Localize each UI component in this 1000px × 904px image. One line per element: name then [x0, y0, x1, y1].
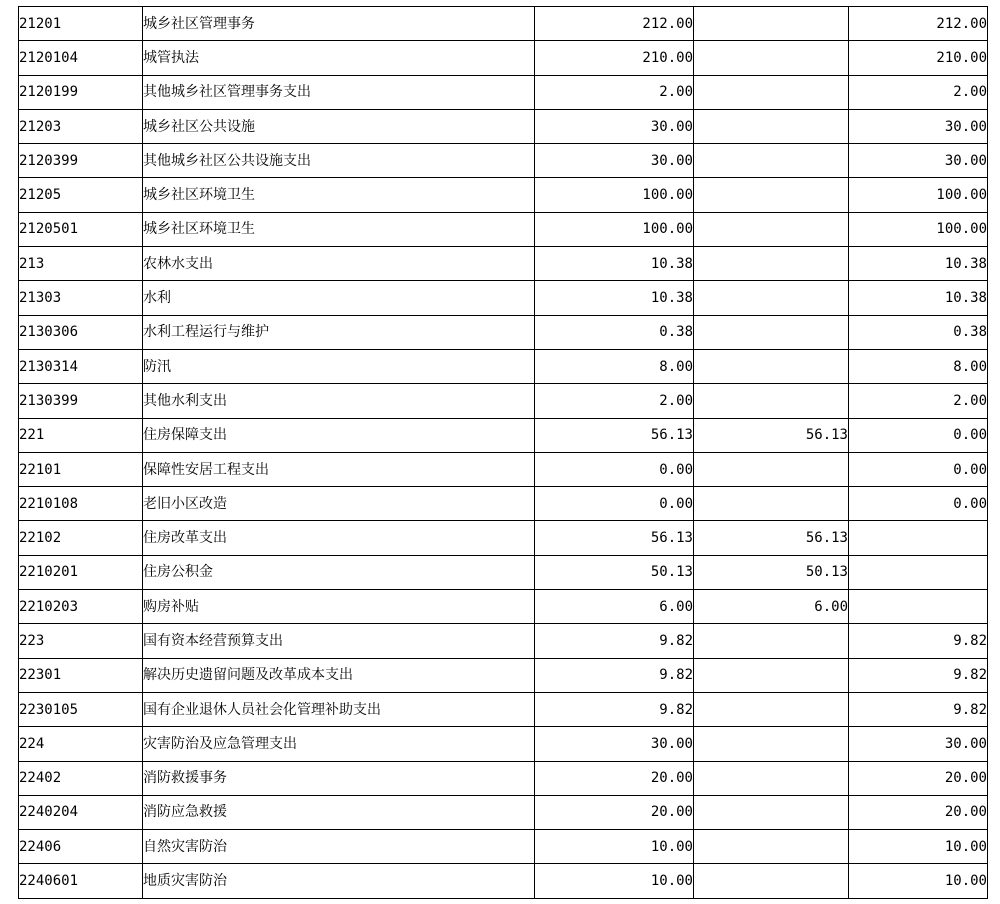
project-expenditure-cell: 212.00 — [849, 7, 988, 41]
code-cell: 2210201 — [19, 555, 143, 589]
name-cell: 农林水支出 — [143, 247, 535, 281]
code-cell: 2130314 — [19, 349, 143, 383]
table-row — [19, 281, 988, 315]
total-amount-cell: 100.00 — [535, 212, 694, 246]
table-row — [19, 590, 988, 624]
total-amount-cell: 212.00 — [535, 7, 694, 41]
basic-expenditure-cell — [694, 624, 849, 658]
table-row — [19, 384, 988, 418]
total-amount-cell: 9.82 — [535, 624, 694, 658]
basic-expenditure-cell: 50.13 — [694, 555, 849, 589]
table-row — [19, 727, 988, 761]
total-amount-cell: 6.00 — [535, 590, 694, 624]
code-cell: 21201 — [19, 7, 143, 41]
name-cell: 城乡社区环境卫生 — [143, 212, 535, 246]
project-expenditure-cell: 9.82 — [849, 658, 988, 692]
name-cell: 住房保障支出 — [143, 418, 535, 452]
name-cell: 防汛 — [143, 349, 535, 383]
total-amount-cell: 0.00 — [535, 487, 694, 521]
basic-expenditure-cell — [694, 7, 849, 41]
table-row — [19, 521, 988, 555]
table-row — [19, 864, 988, 898]
project-expenditure-cell: 30.00 — [849, 144, 988, 178]
project-expenditure-cell: 20.00 — [849, 795, 988, 829]
project-expenditure-cell — [849, 555, 988, 589]
code-cell: 2210203 — [19, 590, 143, 624]
code-cell: 21205 — [19, 178, 143, 212]
name-cell: 住房改革支出 — [143, 521, 535, 555]
total-amount-cell: 20.00 — [535, 761, 694, 795]
basic-expenditure-cell — [694, 178, 849, 212]
name-cell: 水利 — [143, 281, 535, 315]
basic-expenditure-cell — [694, 692, 849, 726]
code-cell: 2240204 — [19, 795, 143, 829]
name-cell: 其他水利支出 — [143, 384, 535, 418]
basic-expenditure-cell — [694, 315, 849, 349]
table-row — [19, 761, 988, 795]
code-cell: 22402 — [19, 761, 143, 795]
table-row — [19, 487, 988, 521]
table-body — [19, 7, 988, 899]
table-row — [19, 452, 988, 486]
code-cell: 2120399 — [19, 144, 143, 178]
basic-expenditure-cell — [694, 41, 849, 75]
basic-expenditure-cell — [694, 830, 849, 864]
code-cell: 2230105 — [19, 692, 143, 726]
code-cell: 22301 — [19, 658, 143, 692]
total-amount-cell: 30.00 — [535, 727, 694, 761]
project-expenditure-cell: 30.00 — [849, 109, 988, 143]
total-amount-cell: 30.00 — [535, 109, 694, 143]
name-cell: 城乡社区环境卫生 — [143, 178, 535, 212]
basic-expenditure-cell — [694, 247, 849, 281]
code-cell: 213 — [19, 247, 143, 281]
project-expenditure-cell: 30.00 — [849, 727, 988, 761]
code-cell: 2120104 — [19, 41, 143, 75]
basic-expenditure-cell — [694, 384, 849, 418]
name-cell: 自然灾害防治 — [143, 830, 535, 864]
project-expenditure-cell: 100.00 — [849, 212, 988, 246]
code-cell: 2120501 — [19, 212, 143, 246]
basic-expenditure-cell — [694, 487, 849, 521]
table-row — [19, 109, 988, 143]
table-row — [19, 178, 988, 212]
project-expenditure-cell — [849, 521, 988, 555]
basic-expenditure-cell: 56.13 — [694, 521, 849, 555]
code-cell: 221 — [19, 418, 143, 452]
code-cell: 21203 — [19, 109, 143, 143]
total-amount-cell: 10.38 — [535, 281, 694, 315]
basic-expenditure-cell — [694, 658, 849, 692]
basic-expenditure-cell: 56.13 — [694, 418, 849, 452]
table-row — [19, 212, 988, 246]
code-cell: 2210108 — [19, 487, 143, 521]
basic-expenditure-cell — [694, 452, 849, 486]
total-amount-cell: 2.00 — [535, 384, 694, 418]
total-amount-cell: 50.13 — [535, 555, 694, 589]
name-cell: 国有资本经营预算支出 — [143, 624, 535, 658]
basic-expenditure-cell: 6.00 — [694, 590, 849, 624]
basic-expenditure-cell — [694, 144, 849, 178]
total-amount-cell: 2.00 — [535, 75, 694, 109]
total-amount-cell: 56.13 — [535, 418, 694, 452]
total-amount-cell: 56.13 — [535, 521, 694, 555]
basic-expenditure-cell — [694, 349, 849, 383]
name-cell: 消防应急救援 — [143, 795, 535, 829]
name-cell: 解决历史遗留问题及改革成本支出 — [143, 658, 535, 692]
code-cell: 224 — [19, 727, 143, 761]
basic-expenditure-cell — [694, 212, 849, 246]
name-cell: 其他城乡社区公共设施支出 — [143, 144, 535, 178]
project-expenditure-cell: 2.00 — [849, 384, 988, 418]
project-expenditure-cell: 9.82 — [849, 624, 988, 658]
project-expenditure-cell: 20.00 — [849, 761, 988, 795]
table-row — [19, 349, 988, 383]
basic-expenditure-cell — [694, 109, 849, 143]
table-row — [19, 247, 988, 281]
project-expenditure-cell: 0.00 — [849, 418, 988, 452]
table-row — [19, 41, 988, 75]
table-row — [19, 658, 988, 692]
total-amount-cell: 9.82 — [535, 692, 694, 726]
total-amount-cell: 30.00 — [535, 144, 694, 178]
name-cell: 地质灾害防治 — [143, 864, 535, 898]
table-row — [19, 144, 988, 178]
basic-expenditure-cell — [694, 864, 849, 898]
total-amount-cell: 10.38 — [535, 247, 694, 281]
table-row — [19, 315, 988, 349]
project-expenditure-cell: 10.00 — [849, 830, 988, 864]
basic-expenditure-cell — [694, 281, 849, 315]
table-row — [19, 555, 988, 589]
name-cell: 老旧小区改造 — [143, 487, 535, 521]
code-cell: 22102 — [19, 521, 143, 555]
total-amount-cell: 100.00 — [535, 178, 694, 212]
total-amount-cell: 9.82 — [535, 658, 694, 692]
code-cell: 223 — [19, 624, 143, 658]
project-expenditure-cell: 10.38 — [849, 247, 988, 281]
code-cell: 21303 — [19, 281, 143, 315]
total-amount-cell: 10.00 — [535, 830, 694, 864]
table-row — [19, 624, 988, 658]
total-amount-cell: 10.00 — [535, 864, 694, 898]
code-cell: 2120199 — [19, 75, 143, 109]
basic-expenditure-cell — [694, 795, 849, 829]
table-row — [19, 692, 988, 726]
project-expenditure-cell: 2.00 — [849, 75, 988, 109]
name-cell: 保障性安居工程支出 — [143, 452, 535, 486]
total-amount-cell: 210.00 — [535, 41, 694, 75]
table-row — [19, 75, 988, 109]
project-expenditure-cell: 9.82 — [849, 692, 988, 726]
budget-expenditure-table — [18, 6, 988, 899]
project-expenditure-cell — [849, 590, 988, 624]
project-expenditure-cell: 10.00 — [849, 864, 988, 898]
project-expenditure-cell: 0.00 — [849, 487, 988, 521]
code-cell: 2240601 — [19, 864, 143, 898]
name-cell: 城管执法 — [143, 41, 535, 75]
code-cell: 2130306 — [19, 315, 143, 349]
name-cell: 住房公积金 — [143, 555, 535, 589]
code-cell: 22406 — [19, 830, 143, 864]
name-cell: 购房补贴 — [143, 590, 535, 624]
project-expenditure-cell: 100.00 — [849, 178, 988, 212]
project-expenditure-cell: 10.38 — [849, 281, 988, 315]
total-amount-cell: 0.00 — [535, 452, 694, 486]
name-cell: 城乡社区管理事务 — [143, 7, 535, 41]
basic-expenditure-cell — [694, 75, 849, 109]
basic-expenditure-cell — [694, 761, 849, 795]
project-expenditure-cell: 8.00 — [849, 349, 988, 383]
basic-expenditure-cell — [694, 727, 849, 761]
project-expenditure-cell: 0.38 — [849, 315, 988, 349]
total-amount-cell: 20.00 — [535, 795, 694, 829]
table-row — [19, 830, 988, 864]
name-cell: 其他城乡社区管理事务支出 — [143, 75, 535, 109]
table-row — [19, 795, 988, 829]
project-expenditure-cell: 210.00 — [849, 41, 988, 75]
name-cell: 国有企业退休人员社会化管理补助支出 — [143, 692, 535, 726]
project-expenditure-cell: 0.00 — [849, 452, 988, 486]
name-cell: 消防救援事务 — [143, 761, 535, 795]
name-cell: 水利工程运行与维护 — [143, 315, 535, 349]
code-cell: 2130399 — [19, 384, 143, 418]
total-amount-cell: 8.00 — [535, 349, 694, 383]
table-row — [19, 418, 988, 452]
code-cell: 22101 — [19, 452, 143, 486]
name-cell: 灾害防治及应急管理支出 — [143, 727, 535, 761]
table-row — [19, 7, 988, 41]
total-amount-cell: 0.38 — [535, 315, 694, 349]
name-cell: 城乡社区公共设施 — [143, 109, 535, 143]
